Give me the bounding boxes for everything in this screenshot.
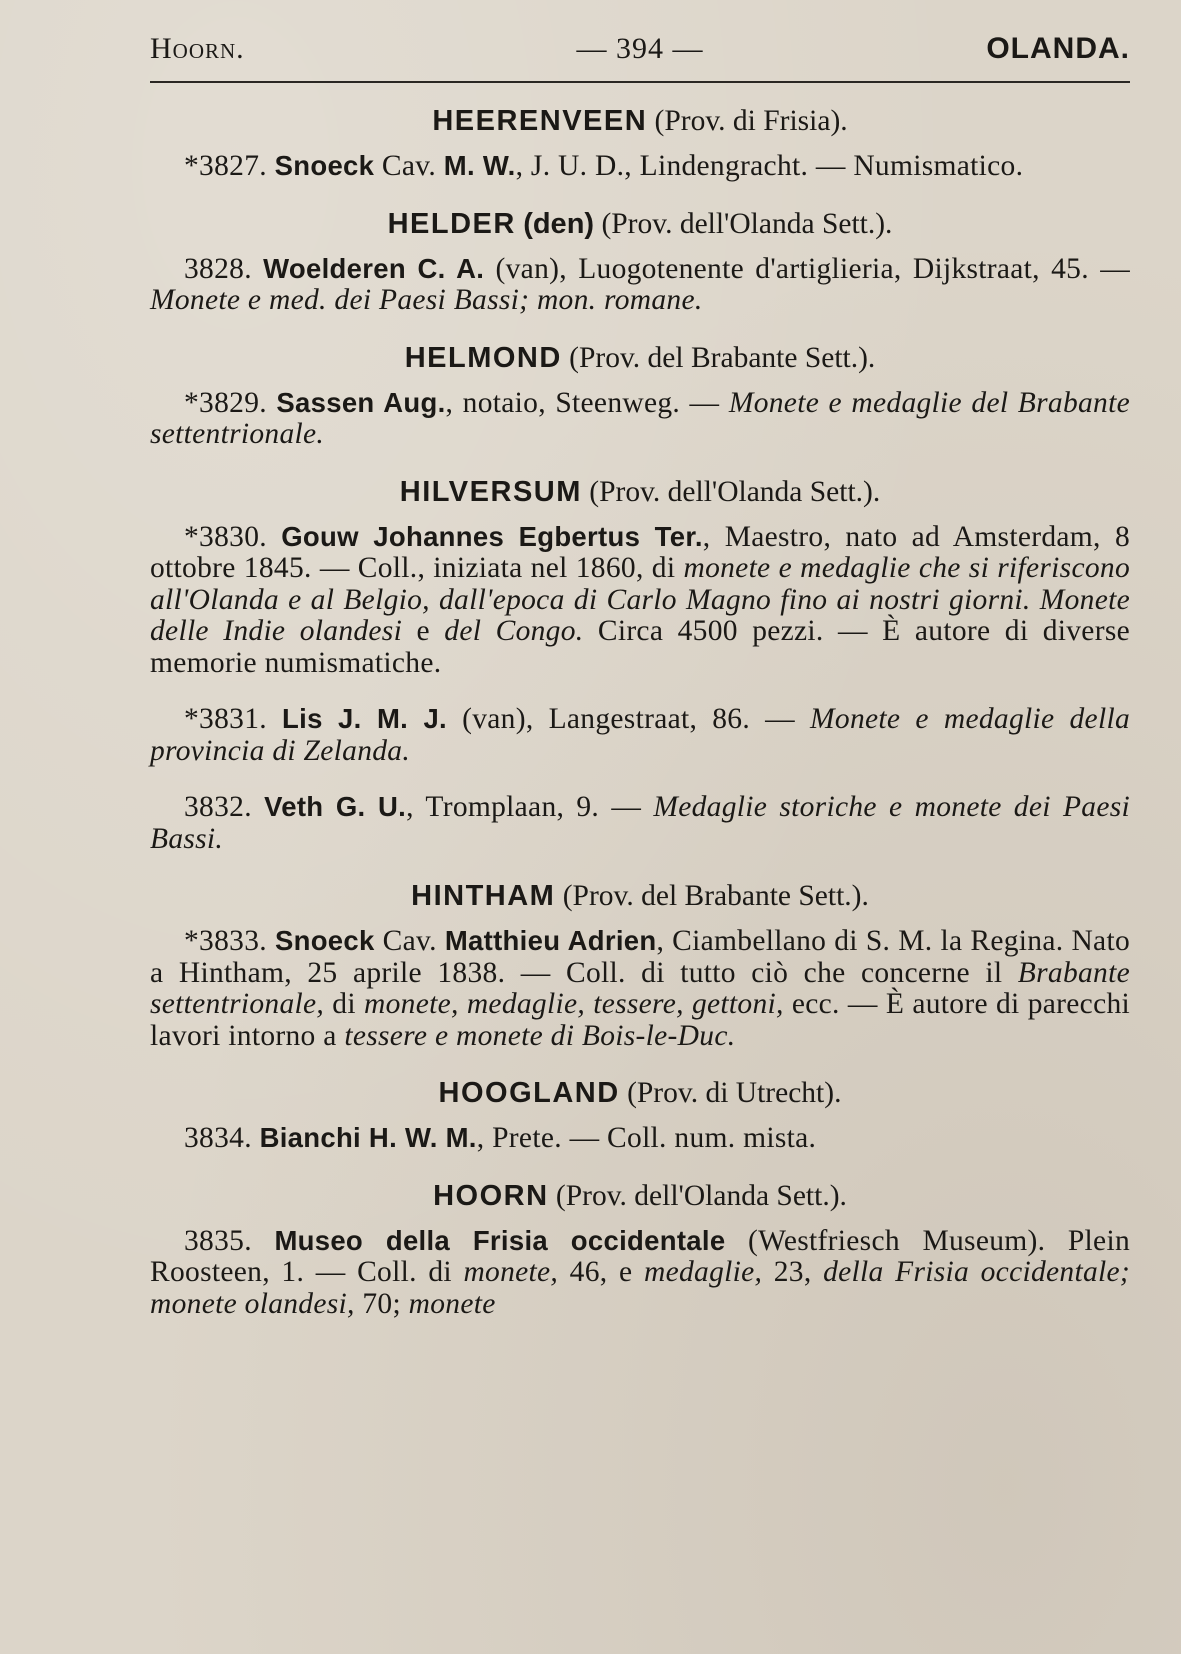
entry-name: Museo della Frisia occidentale [274,1224,726,1256]
entry-text: , Ciambellano di S. M. la Regina. Nato a Hintham, 25 aprile 1838. — Coll. di tutto ciò che concerne il [150,925,1130,989]
place-name-extra: (den) [523,207,595,240]
province-label: (Prov. dell'Olanda Sett.). [589,475,881,508]
entry-text: Circa 4500 pezzi. — È autore di diverse memorie numismatiche. [150,615,1130,679]
directory-entry [150,150,1130,183]
entry-text: , J. U. D., Lindengracht. — Numismatico. [515,150,1024,182]
place-name: HEERENVEEN [432,105,648,137]
entry-name-part: M. W. [443,150,516,181]
province-label: (Prov. dell'Olanda Sett.). [555,1179,847,1212]
province-label: (Prov. di Frisia). [654,105,848,137]
entry-italic-text: del Congo. [444,615,584,647]
province-label: (Prov. del Brabante Sett.). [569,341,876,374]
entry-italic-text: Monete e medaglie della provincia di Zelanda. [150,703,1130,767]
entry-number: *3827. [184,150,267,182]
entry-italic-text: monete, [463,1256,559,1288]
entry-text: , notaio, Steenweg. — [445,386,729,419]
entry-name: Gouw Johannes Egbertus Ter. [281,520,703,552]
entry-italic-text: Brabante settentrionale, [150,956,1130,1020]
entry-number: 3835. [184,1224,252,1257]
entry-name: Sassen Aug. [276,386,446,418]
place-name: HELDER [387,207,516,240]
entry-text: , Tromplaan, 9. — [406,791,654,823]
directory-entry [150,253,1130,317]
section-heading [150,207,1130,241]
entry-text: di [324,988,364,1020]
entry-text: , Prete. — Coll. num. mista. [476,1122,817,1154]
place-name: HINTHAM [411,880,556,912]
directory-entry [150,925,1130,1052]
section-heading [150,1179,1130,1213]
entry-text: 23, [762,1256,824,1288]
entry-text: (Westfriesch Museum). Plein Roosteen, 1. — Coll. di [150,1224,1130,1288]
entry-number: 3832. [184,791,252,823]
section-heading [150,104,1130,138]
directory-entry [150,521,1130,680]
entry-name: Bianchi H. W. M. [259,1122,477,1153]
entry-name: Snoeck [274,150,375,181]
page-body [150,104,1130,1344]
section-heading [150,879,1130,913]
directory-entry [150,1122,1130,1155]
section-heading [150,341,1130,375]
place-name: HOOGLAND [438,1077,620,1109]
entry-number: *3833. [184,925,267,957]
entry-name: Veth G. U. [264,791,407,822]
section-heading [150,1076,1130,1110]
entry-text: (van), Luogotenente d'artiglieria, Dijkstraat, 45. — [484,252,1130,285]
entry-italic-text: monete e medaglie che si riferiscono all'Olanda e al Belgio, dall'epoca di Carlo Magno fino ai nostri giorni. Monete delle Indie olandesi [150,552,1130,647]
entry-italic-text: tessere e monete di Bois-le-Duc. [344,1019,736,1052]
running-head-right: OLANDA. [986,32,1130,65]
province-label: (Prov. del Brabante Sett.). [562,880,869,912]
entry-number: 3834. [184,1122,252,1154]
entry-italic-text: medaglie, [643,1256,763,1288]
entry-name: Lis J. M. J. [282,703,447,734]
entry-italic-text: monete, medaglie, tessere, gettoni, [364,988,784,1020]
entry-number: *3830. [184,520,267,553]
entry-italic-text: Medaglie storiche e monete dei Paesi Bassi. [150,791,1130,855]
entry-text: e [402,615,445,647]
place-name: HILVERSUM [399,475,582,508]
directory-entry [150,387,1130,451]
province-label: (Prov. di Utrecht). [627,1077,842,1109]
running-head-left: Hoorn. [150,32,245,65]
entry-text: 70; [354,1287,409,1320]
section-heading [150,475,1130,509]
running-head [150,26,1130,72]
entry-number: *3831. [184,703,267,735]
directory-entry [150,703,1130,767]
entry-italic-text: Monete e medaglie del Brabante settentrionale. [150,386,1130,450]
entry-number: 3828. [184,252,252,285]
entry-text: 46, e [558,1256,644,1288]
entry-name-part: Matthieu Adrien [444,925,657,956]
place-name: HOORN [433,1179,549,1212]
entry-number: *3829. [184,386,267,419]
entry-text: Cav. [374,150,444,182]
entry-text: , Maestro, nato ad Amsterdam, 8 ottobre 1845. — Coll., iniziata nel 1860, di [150,520,1131,584]
entry-text: Cav. [374,925,445,957]
page-number: — 394 — [576,32,704,65]
place-name: HELMOND [404,341,562,374]
entry-text: ecc. — È autore di parecchi lavori intorno a [150,988,1131,1052]
entry-text: (van), Langestraat, 86. — [446,703,811,735]
entry-italic-text: della Frisia occidentale; monete olandesi, [150,1256,1131,1320]
directory-entry [150,791,1130,855]
directory-entry [150,1225,1130,1321]
entry-italic-text: Monete e med. dei Paesi Bassi; mon. romane. [150,284,703,316]
entry-name: Snoeck [274,925,375,956]
province-label: (Prov. dell'Olanda Sett.). [601,207,893,240]
entry-italic-text: monete [408,1287,496,1320]
page [150,0,1130,1654]
header-rule [150,81,1130,83]
entry-name: Woelderen C. A. [263,252,485,284]
